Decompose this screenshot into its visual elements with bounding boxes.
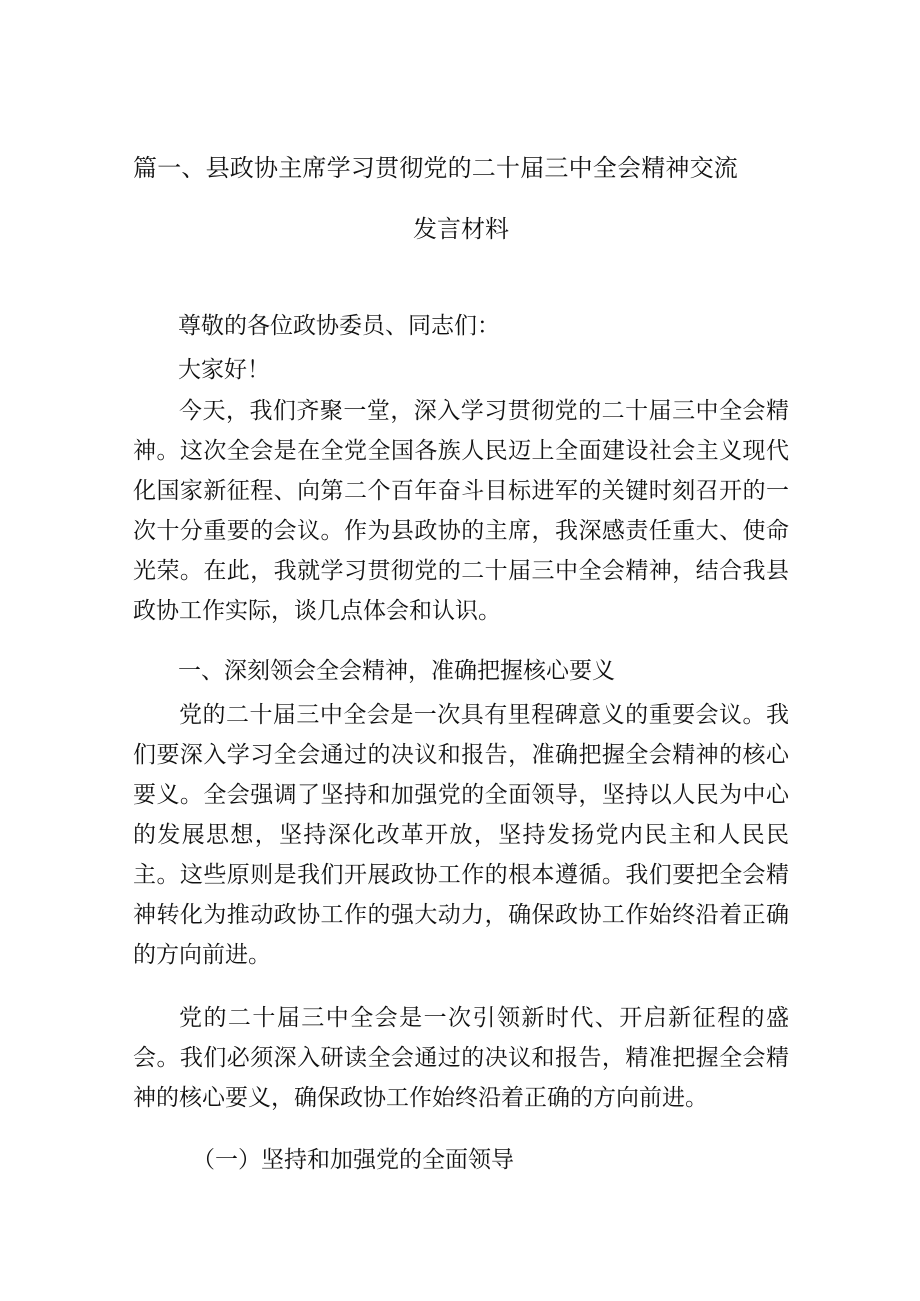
document-title-line-1: 篇一、县政协主席学习贯彻党的二十届三中全会精神交流 (133, 154, 738, 182)
paragraph-section-1-a: 党的二十届三中全会是一次具有里程碑意义的重要会议。我们要深入学习全会通过的决议和报告，准确把握全会精神的核心要义。全会强调了坚持和加强党的全面领导，坚持以人民为中心的发展思想，坚持深化改革开放，坚持发扬党内民主和人民民主。这些原则是我们开展政协工作的根本遵循。我们要把全会精神转化为推动政协工作的强大动力，确保政协工作始终沿着正确的方向前进。 (133, 702, 789, 968)
greeting: 大家好！ (178, 357, 270, 383)
paragraph-section-1-b: 党的二十届三中全会是一次引领新时代、开启新征程的盛会。我们必须深入研读全会通过的决议和报告，精准把握全会精神的核心要义，确保政协工作始终沿着正确的方向前进。 (133, 1005, 789, 1111)
section-heading-1: 一、深刻领会全会精神，准确把握核心要义 (178, 658, 615, 684)
document-title-line-2: 发言材料 (413, 215, 509, 243)
sub-heading-1: （一）坚持和加强党的全面领导 (192, 1147, 514, 1173)
paragraph-intro: 今天，我们齐聚一堂，深入学习贯彻党的二十届三中全会精神。这次全会是在全党全国各族人民迈上全面建设社会主义现代化国家新征程、向第二个百年奋斗目标进军的关键时刻召开的一次十分重要的会议。作为县政协的主席，我深感责任重大、使命光荣。在此，我就学习贯彻党的二十届三中全会精神，结合我县政协工作实际，谈几点体会和认识。 (133, 398, 789, 624)
salutation: 尊敬的各位政协委员、同志们： (178, 313, 500, 339)
